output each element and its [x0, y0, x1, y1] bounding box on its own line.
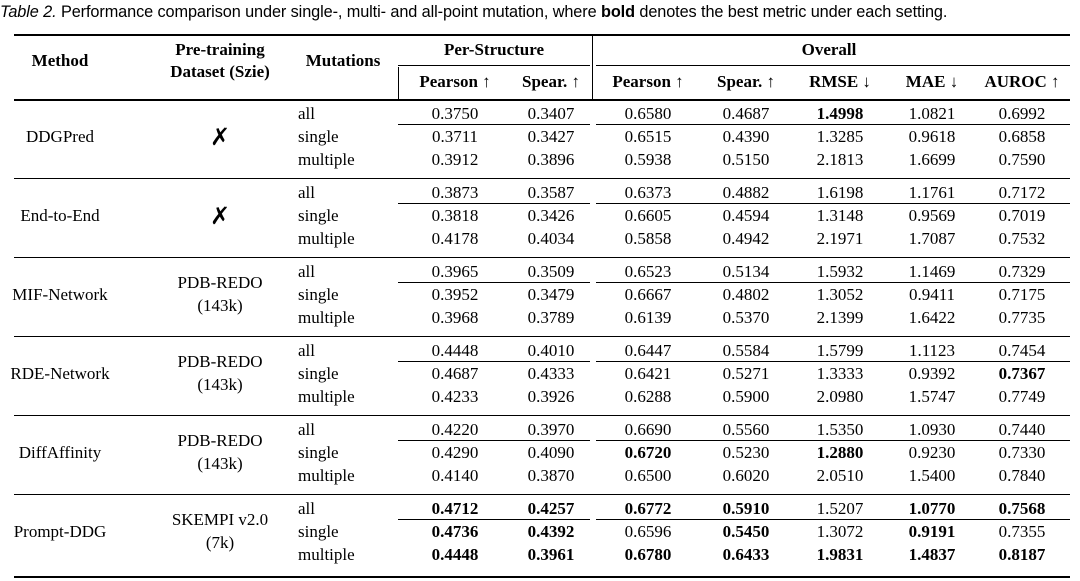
metric-value: 0.4942	[722, 229, 770, 248]
overall-underline	[596, 65, 1070, 66]
pretraining-dataset-name: SKEMPI v2.0	[171, 510, 269, 529]
metric-value: 0.4687	[431, 364, 479, 383]
metric-value: 0.5150	[722, 150, 770, 169]
mutation-type: single	[298, 206, 339, 225]
header-bottom-rule	[14, 99, 1070, 101]
method-name: DDGPred	[26, 127, 94, 146]
pretraining-dataset-name: PDB-REDO	[177, 273, 263, 292]
metric-value: 0.3587	[527, 183, 575, 202]
metric-value: 0.4390	[722, 127, 770, 146]
metric-value: 1.0770	[908, 499, 956, 518]
caption-text-after: denotes the best metric under each setting.	[634, 3, 948, 21]
metric-value: 0.3961	[527, 545, 575, 564]
metric-value: 1.6699	[908, 150, 956, 169]
mutation-type: all	[298, 341, 315, 360]
header-metric-3: Spear. ↑	[717, 72, 775, 91]
metric-value: 0.3952	[431, 285, 479, 304]
metric-value: 0.5900	[722, 387, 770, 406]
header-divider-left	[398, 67, 399, 99]
metric-value: 0.4712	[431, 499, 479, 518]
overall-row-rule	[596, 361, 1070, 362]
metric-value: 2.0980	[816, 387, 864, 406]
metric-value: 0.5858	[624, 229, 672, 248]
metric-value: 1.6198	[816, 183, 864, 202]
metric-value: 1.1123	[908, 341, 956, 360]
bottom-rule	[14, 576, 1070, 578]
header-divider-right	[592, 35, 593, 99]
per-structure-row-rule	[398, 361, 590, 362]
per-structure-row-rule	[398, 519, 590, 520]
metric-value: 0.6020	[722, 466, 770, 485]
metric-value: 1.4837	[908, 545, 956, 564]
metric-value: 0.6690	[624, 420, 672, 439]
mutation-type: multiple	[298, 229, 355, 248]
group-separator	[14, 494, 1070, 495]
metric-value: 0.6433	[722, 545, 770, 564]
metric-value: 1.6422	[908, 308, 956, 327]
metric-value: 0.6720	[624, 443, 672, 462]
header-metric-4: RMSE ↓	[809, 72, 871, 91]
mutation-type: single	[298, 443, 339, 462]
metric-value: 0.9569	[908, 206, 956, 225]
metric-value: 0.6605	[624, 206, 672, 225]
metric-value: 0.4333	[527, 364, 575, 383]
mutation-type: all	[298, 499, 315, 518]
metric-value: 1.3148	[816, 206, 864, 225]
per-structure-underline	[398, 65, 590, 66]
metric-value: 0.6580	[624, 104, 672, 123]
metric-value: 2.1971	[816, 229, 864, 248]
mutation-type: single	[298, 285, 339, 304]
metric-value: 1.0821	[908, 104, 956, 123]
metric-value: 0.7568	[998, 499, 1046, 518]
metric-value: 0.4448	[431, 545, 479, 564]
header-pretraining-line1: Pre-training	[175, 40, 265, 59]
top-rule	[14, 34, 1070, 36]
metric-value: 0.4220	[431, 420, 479, 439]
metric-value: 1.5350	[816, 420, 864, 439]
metric-value: 0.3968	[431, 308, 479, 327]
per-structure-row-rule	[398, 440, 590, 441]
header-metric-6: AUROC ↑	[984, 72, 1060, 91]
metric-value: 0.5450	[722, 522, 770, 541]
metric-value: 0.3789	[527, 308, 575, 327]
mutation-type: multiple	[298, 387, 355, 406]
overall-row-rule	[596, 282, 1070, 283]
pretraining-dataset-size: (143k)	[197, 375, 243, 394]
metric-value: 1.1469	[908, 262, 956, 281]
metric-value: 0.6373	[624, 183, 672, 202]
metric-value: 0.5271	[722, 364, 770, 383]
metric-value: 0.7355	[998, 522, 1046, 541]
method-name: DiffAffinity	[18, 443, 102, 462]
metric-value: 0.4010	[527, 341, 575, 360]
metric-value: 0.4290	[431, 443, 479, 462]
header-metric-1: Spear. ↑	[522, 72, 580, 91]
metric-value: 0.3912	[431, 150, 479, 169]
metric-value: 0.4034	[527, 229, 575, 248]
caption-label: Table 2.	[0, 3, 57, 21]
metric-value: 0.4090	[527, 443, 575, 462]
cross-mark-icon: ✗	[209, 202, 231, 230]
pretraining-dataset-size: (143k)	[197, 454, 243, 473]
metric-value: 0.4802	[722, 285, 770, 304]
header-metric-0: Pearson ↑	[419, 72, 491, 91]
pretraining-dataset-name: PDB-REDO	[177, 352, 263, 371]
metric-value: 0.7735	[998, 308, 1046, 327]
cross-mark-icon: ✗	[209, 123, 231, 151]
metric-value: 0.9618	[908, 127, 956, 146]
header-metric-5: MAE ↓	[905, 72, 959, 91]
metric-value: 0.9230	[908, 443, 956, 462]
header-metric-2: Pearson ↑	[612, 72, 684, 91]
mutation-type: all	[298, 104, 315, 123]
metric-value: 0.3926	[527, 387, 575, 406]
mutation-type: multiple	[298, 150, 355, 169]
metric-value: 1.3333	[816, 364, 864, 383]
metric-value: 0.6447	[624, 341, 672, 360]
metric-value: 0.3970	[527, 420, 575, 439]
metric-value: 0.7749	[998, 387, 1046, 406]
metric-value: 0.3750	[431, 104, 479, 123]
metric-value: 1.1761	[908, 183, 956, 202]
pretraining-dataset-name: PDB-REDO	[177, 431, 263, 450]
metric-value: 0.4687	[722, 104, 770, 123]
metric-value: 0.3407	[527, 104, 575, 123]
metric-value: 0.3965	[431, 262, 479, 281]
caption-bold-word: bold	[600, 3, 635, 21]
metric-value: 0.7329	[998, 262, 1046, 281]
metric-value: 0.6500	[624, 466, 672, 485]
metric-value: 0.3870	[527, 466, 575, 485]
metric-value: 0.9392	[908, 364, 956, 383]
metric-value: 0.7175	[998, 285, 1046, 304]
overall-row-rule	[596, 124, 1070, 125]
metric-value: 0.7330	[998, 443, 1046, 462]
metric-value: 0.6523	[624, 262, 672, 281]
metric-value: 0.5134	[722, 262, 770, 281]
per-structure-row-rule	[398, 282, 590, 283]
metric-value: 1.4998	[816, 104, 864, 123]
metric-value: 0.6780	[624, 545, 672, 564]
metric-value: 0.6515	[624, 127, 672, 146]
metric-value: 0.4392	[527, 522, 575, 541]
metric-value: 0.6596	[624, 522, 672, 541]
metric-value: 0.7532	[998, 229, 1046, 248]
header-mutations: Mutations	[305, 51, 381, 70]
metric-value: 0.6992	[998, 104, 1046, 123]
metric-value: 0.3427	[527, 127, 575, 146]
metric-value: 1.2880	[816, 443, 864, 462]
metric-value: 0.6858	[998, 127, 1046, 146]
metric-value: 0.8187	[998, 545, 1046, 564]
metric-value: 0.7440	[998, 420, 1046, 439]
metric-value: 0.4448	[431, 341, 479, 360]
metric-value: 0.3896	[527, 150, 575, 169]
metric-value: 1.3285	[816, 127, 864, 146]
group-separator	[14, 178, 1070, 179]
method-name: End-to-End	[20, 206, 100, 225]
metric-value: 0.7172	[998, 183, 1046, 202]
metric-value: 0.6772	[624, 499, 672, 518]
per-structure-row-rule	[398, 203, 590, 204]
metric-value: 0.7454	[998, 341, 1046, 360]
metric-value: 1.5932	[816, 262, 864, 281]
metric-value: 0.5230	[722, 443, 770, 462]
metric-value: 0.4882	[722, 183, 770, 202]
header-pretraining-line2: Dataset (Szie)	[170, 62, 270, 81]
metric-value: 0.4233	[431, 387, 479, 406]
method-name: Prompt-DDG	[13, 522, 107, 541]
metric-value: 1.5400	[908, 466, 956, 485]
metric-value: 0.3426	[527, 206, 575, 225]
metric-value: 1.7087	[908, 229, 956, 248]
metric-value: 0.7590	[998, 150, 1046, 169]
metric-value: 1.3052	[816, 285, 864, 304]
metric-value: 0.7019	[998, 206, 1046, 225]
caption-text-before: Performance comparison under single-, multi- and all-point mutation, where	[56, 3, 601, 21]
header-method: Method	[31, 51, 89, 70]
metric-value: 0.7840	[998, 466, 1046, 485]
header-per-structure: Per-Structure	[443, 40, 545, 59]
mutation-type: all	[298, 183, 315, 202]
metric-value: 0.9191	[908, 522, 956, 541]
group-separator	[14, 336, 1070, 337]
pretraining-dataset-size: (143k)	[197, 296, 243, 315]
overall-row-rule	[596, 519, 1070, 520]
metric-value: 0.3509	[527, 262, 575, 281]
metric-value: 2.0510	[816, 466, 864, 485]
metric-value: 0.9411	[908, 285, 956, 304]
metric-value: 0.4257	[527, 499, 575, 518]
metric-value: 0.5910	[722, 499, 770, 518]
mutation-type: single	[298, 364, 339, 383]
per-structure-row-rule	[398, 124, 590, 125]
metric-value: 0.5938	[624, 150, 672, 169]
mutation-type: multiple	[298, 308, 355, 327]
metric-value: 0.6139	[624, 308, 672, 327]
metric-value: 1.0930	[908, 420, 956, 439]
pretraining-dataset-size: (7k)	[205, 533, 235, 552]
mutation-type: single	[298, 127, 339, 146]
metric-value: 1.5799	[816, 341, 864, 360]
mutation-type: multiple	[298, 545, 355, 564]
metric-value: 1.3072	[816, 522, 864, 541]
mutation-type: all	[298, 420, 315, 439]
metric-value: 0.5560	[722, 420, 770, 439]
metric-value: 0.3873	[431, 183, 479, 202]
metric-value: 0.4736	[431, 522, 479, 541]
metric-value: 0.5584	[722, 341, 770, 360]
metric-value: 0.3479	[527, 285, 575, 304]
overall-row-rule	[596, 203, 1070, 204]
metric-value: 2.1813	[816, 150, 864, 169]
metric-value: 0.4594	[722, 206, 770, 225]
metric-value: 0.4140	[431, 466, 479, 485]
metric-value: 1.5747	[908, 387, 956, 406]
mutation-type: multiple	[298, 466, 355, 485]
group-separator	[14, 415, 1070, 416]
method-name: MIF-Network	[12, 285, 108, 304]
metric-value: 0.6421	[624, 364, 672, 383]
overall-row-rule	[596, 440, 1070, 441]
metric-value: 1.5207	[816, 499, 864, 518]
metric-value: 1.9831	[816, 545, 864, 564]
metric-value: 0.3711	[431, 127, 479, 146]
metric-value: 0.6288	[624, 387, 672, 406]
metric-value: 2.1399	[816, 308, 864, 327]
group-separator	[14, 257, 1070, 258]
header-overall: Overall	[801, 40, 857, 59]
mutation-type: all	[298, 262, 315, 281]
metric-value: 0.7367	[998, 364, 1046, 383]
method-name: RDE-Network	[10, 364, 110, 383]
mutation-type: single	[298, 522, 339, 541]
metric-value: 0.4178	[431, 229, 479, 248]
performance-table	[10, 0, 1070, 581]
metric-value: 0.3818	[431, 206, 479, 225]
metric-value: 0.6667	[624, 285, 672, 304]
metric-value: 0.5370	[722, 308, 770, 327]
